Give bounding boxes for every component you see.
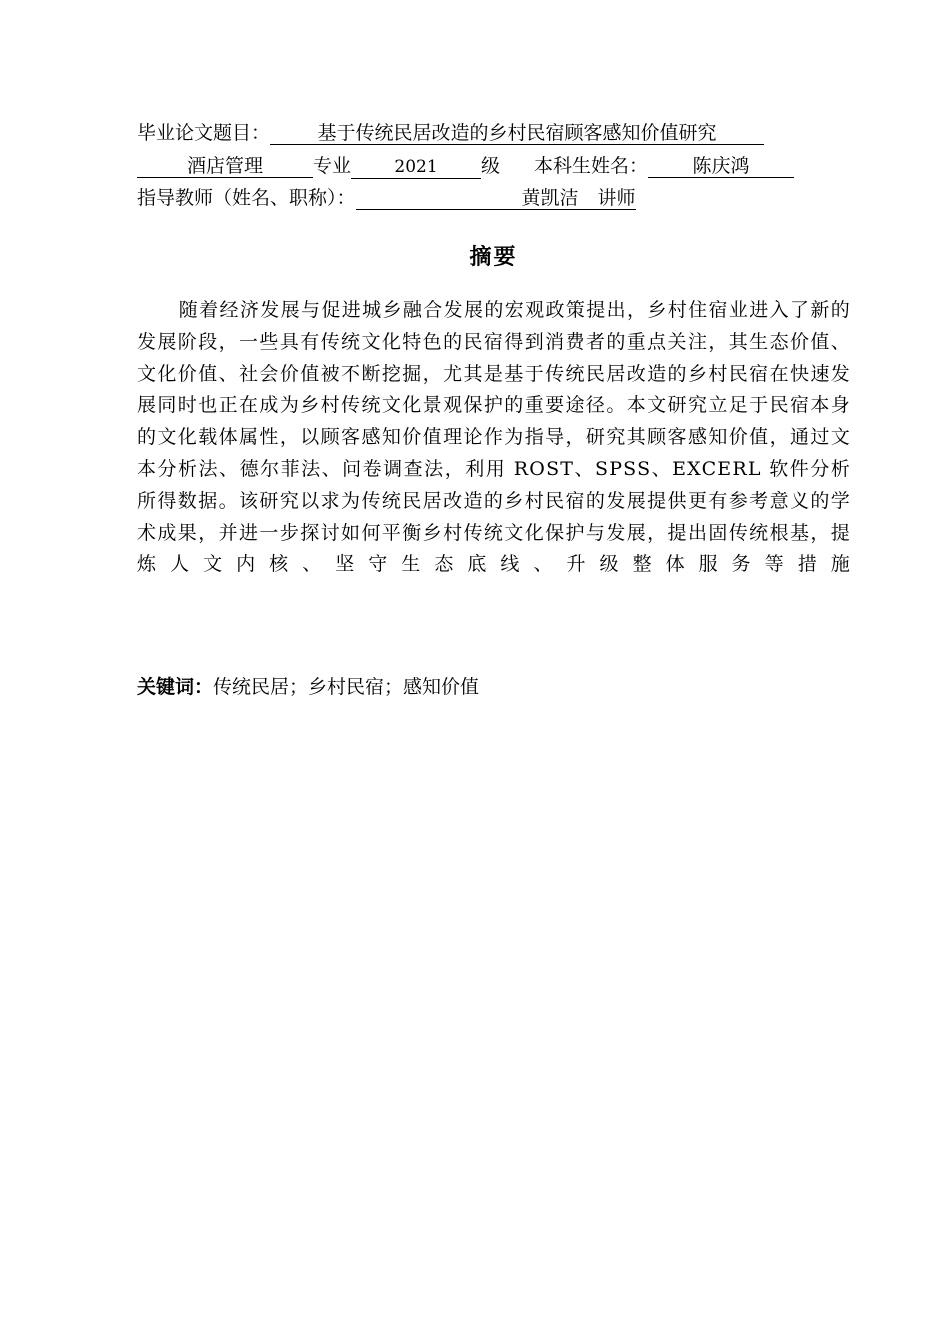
major-value: 酒店管理 bbox=[137, 155, 313, 178]
thesis-title-value: 基于传统民居改造的乡村民宿顾客感知价值研究 bbox=[270, 122, 764, 145]
abstract-heading: 摘要 bbox=[469, 245, 518, 270]
grade-label: 级 bbox=[481, 155, 501, 177]
keywords-line bbox=[137, 674, 479, 700]
year-value: 2021 bbox=[351, 156, 481, 179]
advisor-line bbox=[137, 186, 636, 210]
student-name-value: 陈庆鸿 bbox=[648, 155, 794, 178]
keywords-label: 关键词： bbox=[137, 676, 214, 698]
thesis-title-label: 毕业论文题目： bbox=[137, 122, 271, 144]
thesis-title-line bbox=[137, 121, 764, 145]
major-label: 专业 bbox=[313, 155, 352, 177]
advisor-label: 指导教师（姓名、职称）： bbox=[137, 187, 356, 209]
keywords-value: 传统民居；乡村民宿；感知价值 bbox=[213, 676, 480, 698]
student-name-label: 本科生姓名： bbox=[534, 155, 649, 177]
major-student-line bbox=[137, 154, 794, 179]
advisor-value: 黄凯洁 讲师 bbox=[356, 187, 636, 210]
abstract-body: 随着经济发展与促进城乡融合发展的宏观政策提出，乡村住宿业进入了新的发展阶段，一些具有传统文化特色的民宿得到消费者的重点关注，其生态价值、文化价值、社会价值被不断挖掘，尤其是基于传统民居改造的乡村民宿在快速发展同时也正在成为乡村传统文化景观保护的重要途径。本文研究立足于民宿本身的文化载体属性，以顾客感知价值理论作为指导，研究其顾客感知价值，通过文本分析法、德尔菲法、问卷调查法，利用 ROST、SPSS、EXCERL 软件分析所得数据。该研究以求为传统民居改造的乡村民宿的发展提供更有参考意义的学术成果，并进一步探讨如何平衡乡村传统文化保护与发展，提出固传统根基，提炼人文内核、坚守生态底线、升级整体服务等措施 bbox=[137, 299, 851, 576]
